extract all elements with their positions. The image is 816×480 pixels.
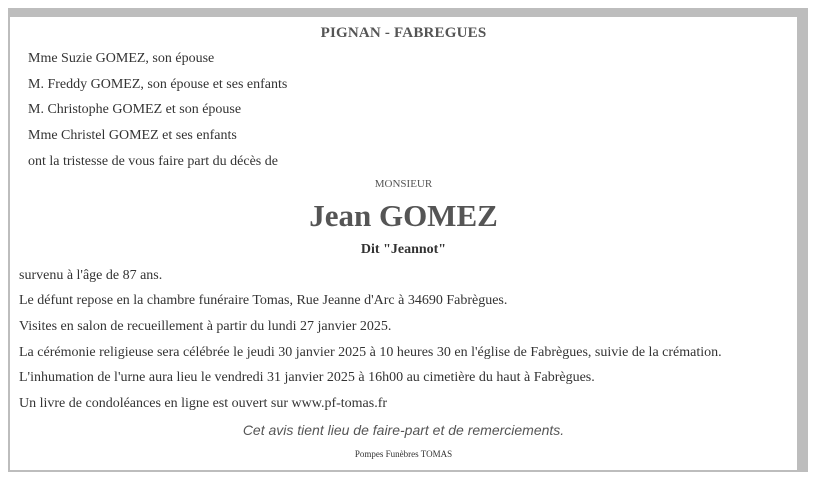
family-line: M. Freddy GOMEZ, son épouse et ses enfants (28, 77, 288, 92)
notice-heading: PIGNAN - FABREGUES (320, 25, 487, 41)
death-notice-card (10, 17, 797, 470)
deceased-nickname: Dit "Jeannot" (360, 242, 447, 257)
notice-paragraph: Le défunt repose en la chambre funéraire Tomas, Rue Jeanne d'Arc à 34690 Fabrègues. (19, 293, 508, 308)
closing-statement: Cet avis tient lieu de faire-part et de remerciements. (242, 422, 565, 438)
funeral-home-credit: Pompes Funèbres TOMAS (354, 449, 453, 459)
announcement-line: ont la tristesse de vous faire part du décès de (28, 154, 278, 169)
notice-paragraph: La cérémonie religieuse sera célébrée le jeudi 30 janvier 2025 à 10 heures 30 en l'église de Fabrègues, suivie de la crémation. (19, 345, 722, 360)
deceased-name: Jean GOMEZ (309, 198, 498, 233)
family-line: M. Christophe GOMEZ et son épouse (28, 102, 242, 117)
family-line: Mme Christel GOMEZ et ses enfants (28, 128, 237, 143)
notice-paragraph: Visites en salon de recueillement à partir du lundi 27 janvier 2025. (19, 319, 392, 334)
notice-paragraph: survenu à l'âge de 87 ans. (19, 268, 163, 283)
notice-paragraph: Un livre de condoléances en ligne est ouvert sur www.pf-tomas.fr (19, 396, 388, 411)
family-line: Mme Suzie GOMEZ, son épouse (28, 51, 215, 66)
notice-paragraph: L'inhumation de l'urne aura lieu le vendredi 31 janvier 2025 à 16h00 au cimetière du haut à Fabrègues. (19, 370, 595, 385)
honorific: MONSIEUR (374, 178, 433, 190)
